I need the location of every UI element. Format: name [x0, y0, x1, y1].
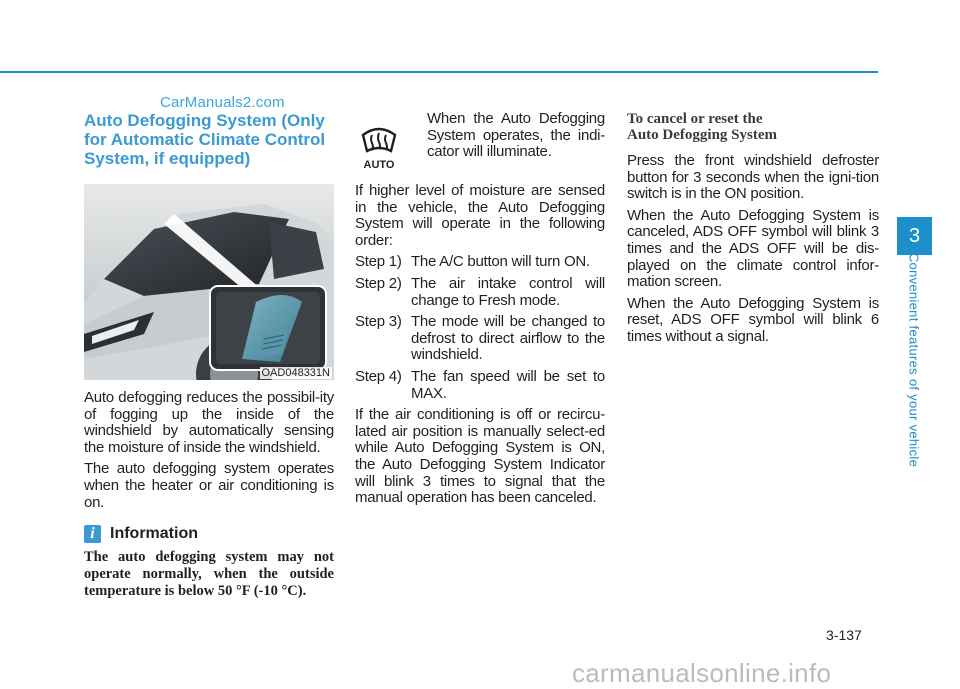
step-number: Step 3)	[355, 313, 402, 331]
indicator-row	[355, 111, 605, 183]
paragraph: Auto defogging reduces the possibil-ity of fogging up the inside of the windshield by automatically sensing the moisture of inside the windshield.	[84, 389, 334, 456]
right-column	[627, 111, 879, 351]
chapter-label: Convenient features of your vehicle	[906, 252, 922, 468]
step-item	[355, 276, 605, 309]
paragraph: The auto defogging system operates when the heater or air conditioning is on.	[84, 460, 334, 511]
step-text: The A/C button will turn ON.	[411, 253, 590, 271]
subsection-title-line: To cancel or reset the	[627, 111, 763, 127]
watermark-bottom: carmanualsonline.info	[572, 658, 832, 688]
subsection-title	[627, 111, 879, 143]
auto-defog-indicator-icon	[355, 121, 403, 173]
watermark-top: CarManuals2.com	[160, 94, 285, 111]
auto-indicator-label: AUTO	[363, 159, 395, 171]
step-number: Step 2)	[355, 274, 402, 292]
left-column	[84, 111, 334, 600]
step-text: The mode will be changed to defrost to direct airflow to the windshield.	[411, 313, 605, 364]
step-number: Step 4)	[355, 367, 402, 385]
step-item	[355, 369, 605, 402]
paragraph: If higher level of moisture are sensed in the vehicle, the Auto Defogging System will operate in the following order:	[355, 182, 605, 249]
step-item	[355, 314, 605, 364]
page-number: 3-137	[826, 627, 862, 643]
step-text: The fan speed will be set to MAX.	[411, 367, 605, 402]
information-icon: i	[84, 525, 101, 543]
paragraph: When the Auto Defogging System is reset, ADS OFF symbol will blink 6 times without a signal.	[627, 294, 879, 345]
paragraph: When the Auto Defogging System is canceled, ADS OFF symbol will blink 3 times and the ADS OFF will be dis-played on the climate control infor-mation screen.	[627, 206, 879, 291]
information-title: Information	[110, 525, 198, 543]
image-code: OAD048331N	[261, 367, 330, 379]
windshield-sensor-photo	[84, 184, 334, 380]
information-body: The auto defogging system may not operate normally, when the outside temperature is below 50 °F (-10 °C).	[84, 549, 334, 600]
indicator-text: When the Auto Defogging System operates, the indi-cator will illuminate.	[427, 110, 605, 161]
step-item	[355, 254, 605, 271]
subsection-title-line: Auto Defogging System	[627, 127, 777, 143]
section-title: Auto Defogging System (Only for Automatic Climate Control System, if equipped)	[84, 111, 326, 168]
paragraph: Press the front windshield defroster button for 3 seconds when the igni-tion switch is in the ON position.	[627, 152, 879, 203]
middle-column	[355, 111, 605, 512]
step-number: Step 1)	[355, 253, 402, 271]
header-rule	[0, 71, 878, 73]
paragraph: If the air conditioning is off or recircu-lated air position is manually select-ed while Auto Defogging System is ON, the Auto Defogging System Indicator will blink 3 times to signal that the manual operation has been canceled.	[355, 406, 605, 507]
step-text: The air intake control will change to Fresh mode.	[411, 274, 605, 309]
chapter-tab: 3	[897, 217, 932, 255]
car-windshield-illustration	[84, 184, 334, 380]
information-header	[84, 525, 334, 543]
